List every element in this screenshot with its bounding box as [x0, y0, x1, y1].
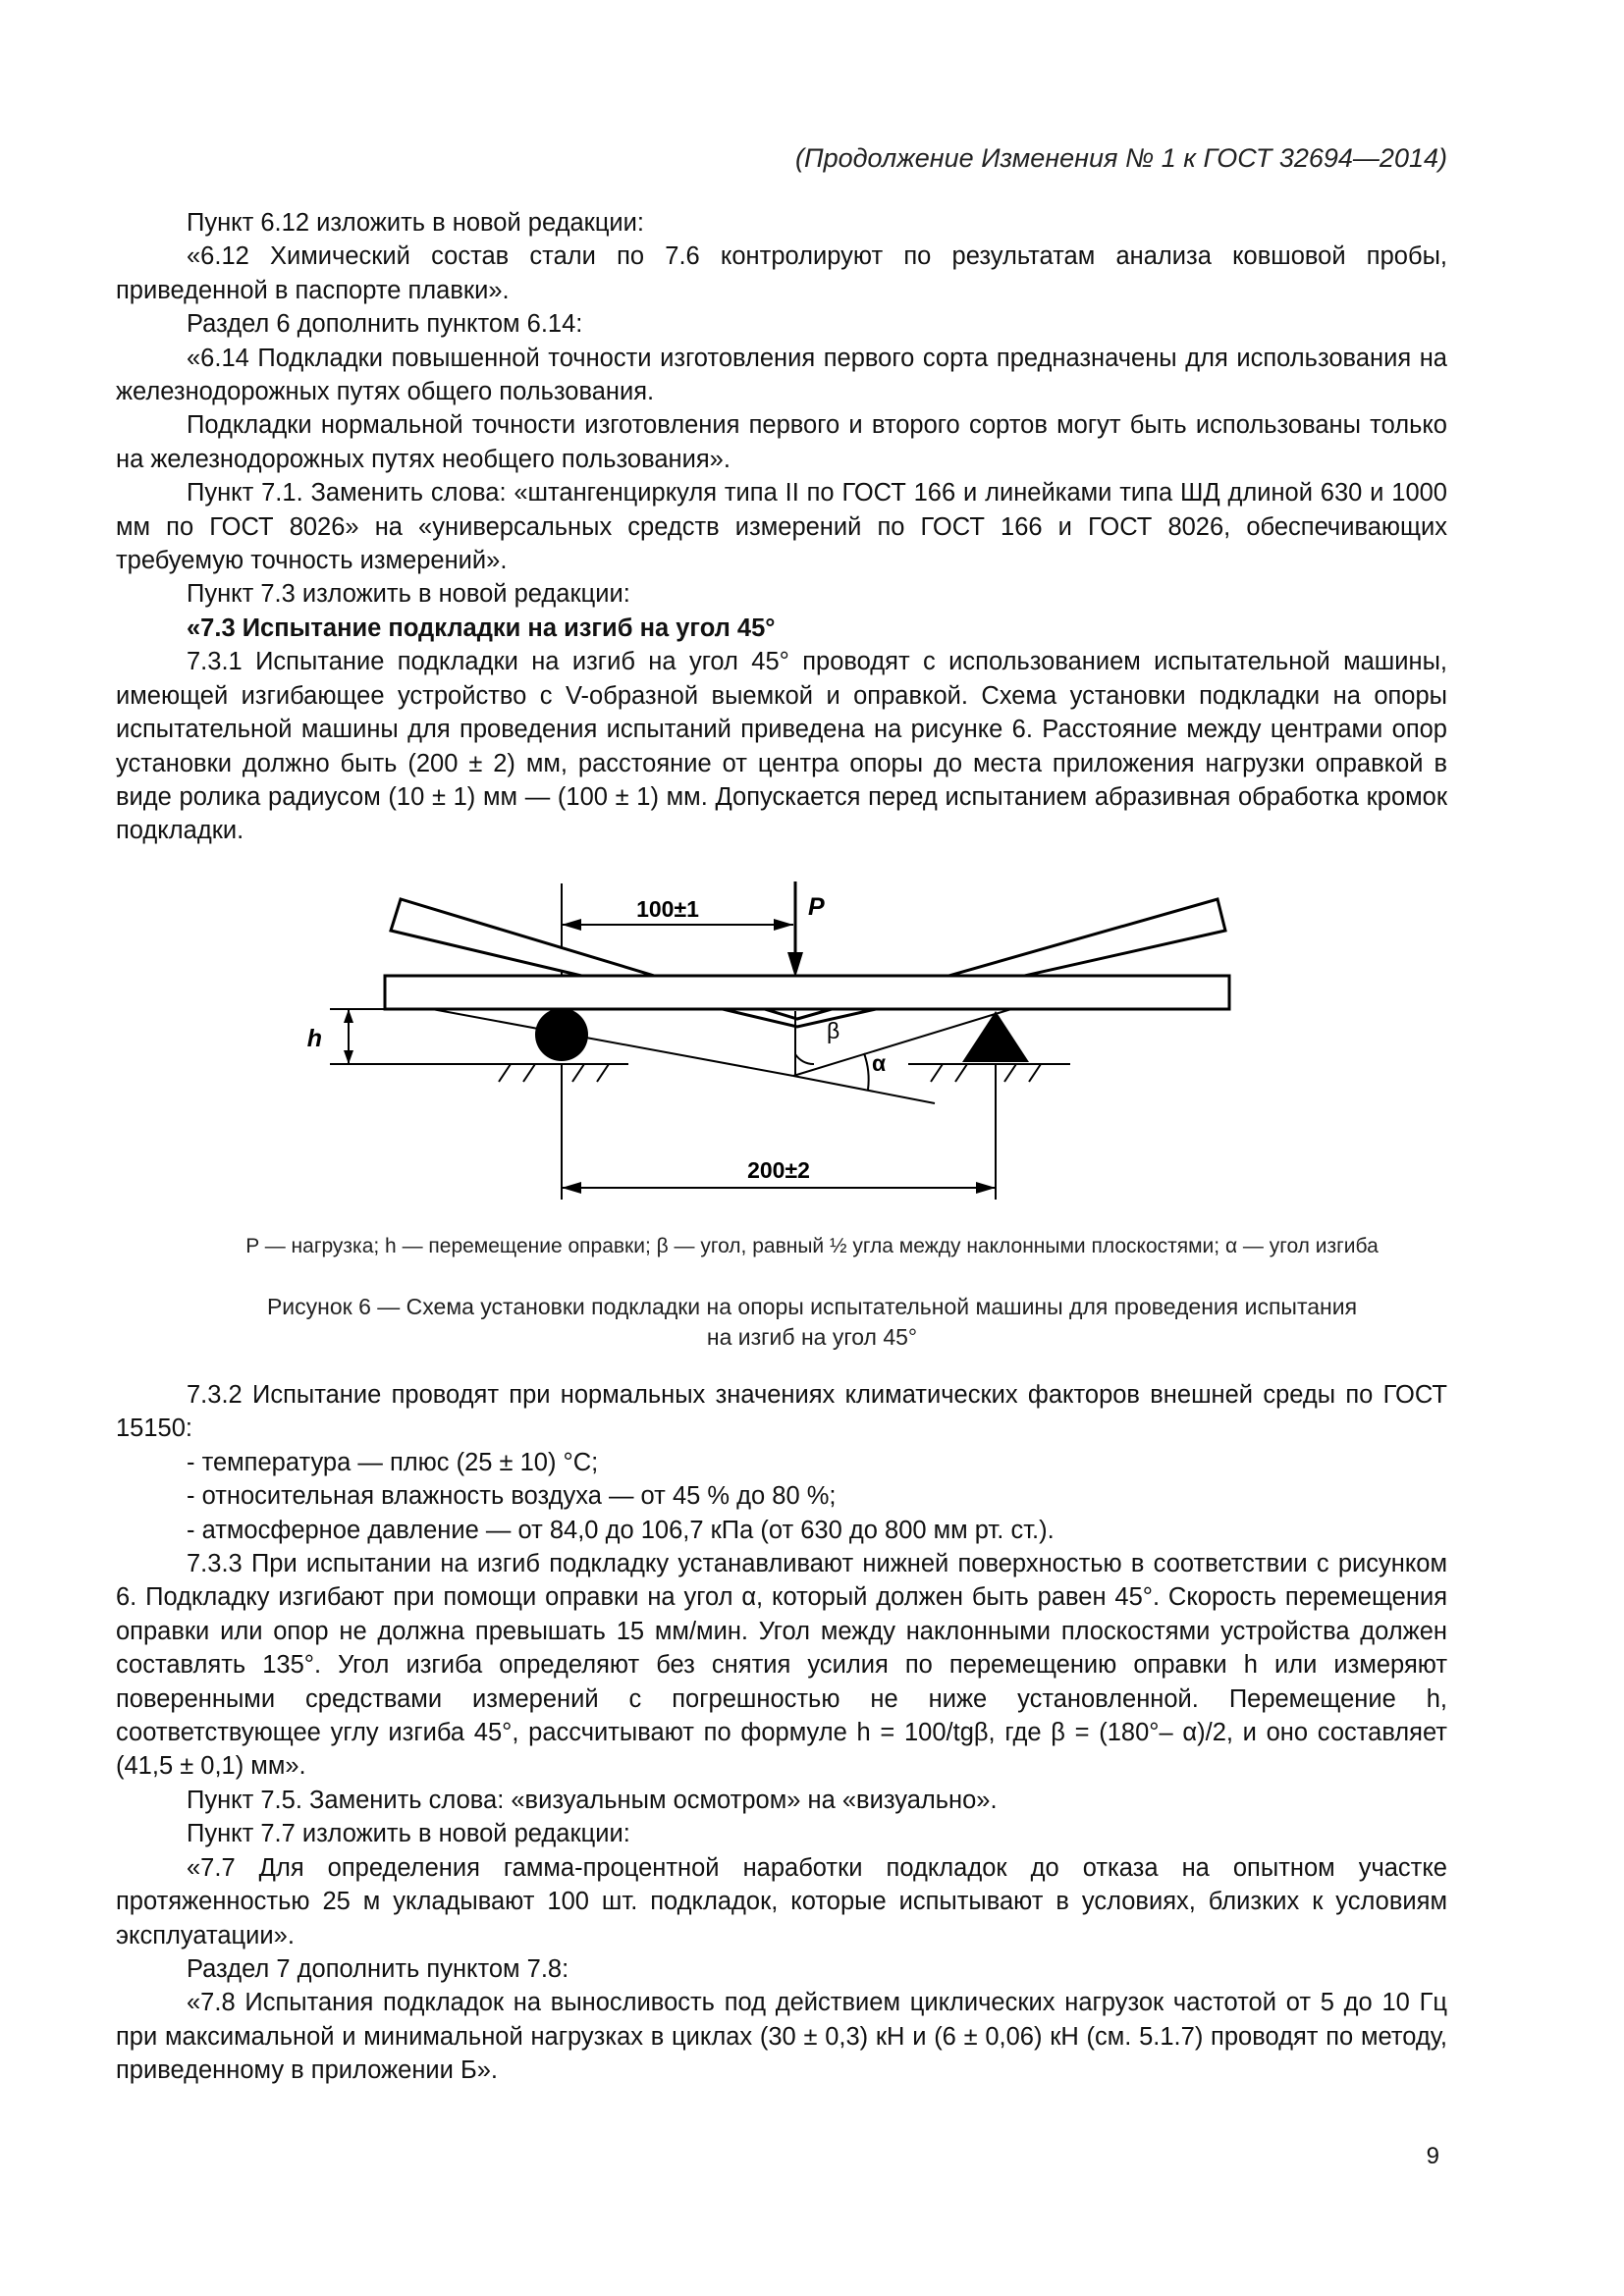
running-header: (Продолжение Изменения № 1 к ГОСТ 32694—2014) [795, 143, 1447, 173]
figure-6-diagram [0, 854, 1624, 1247]
dimension-arrow [774, 919, 793, 931]
load-arrow-head [787, 952, 803, 978]
paragraph: Раздел 7 дополнить пунктом 7.8: [187, 1954, 569, 1983]
alpha-arc [864, 1053, 869, 1090]
dimension-bottom-label: 200±2 [747, 1157, 810, 1183]
load-label: P [808, 893, 825, 921]
paragraph: Подкладки нормальной точности изготовления первого и второго сортов могут быть использованы только на железнодорожных путях необщего пользования». [116, 411, 1447, 473]
body-text-bottom [116, 1378, 1447, 2088]
section-heading: «7.3 Испытание подкладки на изгиб на угол 45° [187, 614, 776, 642]
beta-label: β [827, 1018, 840, 1043]
list-item: - атмосферное давление — от 84,0 до 106,7 кПа (от 630 до 800 мм рт. ст.). [187, 1516, 1055, 1544]
paragraph: Пункт 7.1. Заменить слова: «штангенциркуля типа II по ГОСТ 166 и линейками типа ШД длиной 630 и 1000 мм по ГОСТ 8026» на «универсальных средств измерений по ГОСТ 166 и ГОСТ 8026, обеспечивающих требуемую точность измерений». [116, 479, 1447, 575]
page-number: 9 [1426, 2143, 1439, 2169]
dimension-arrow [562, 919, 581, 931]
inclined-plane-line [432, 1009, 793, 1076]
dimension-arrow [562, 1182, 581, 1194]
paragraph: 7.3.2 Испытание проводят при нормальных значениях климатических факторов внешней среды по ГОСТ 15150: [116, 1381, 1447, 1443]
paragraph: Пункт 7.7 изложить в новой редакции: [187, 1820, 630, 1848]
caption-line: Рисунок 6 — Схема установки подкладки на опоры испытательной машины для проведения испытания [266, 1294, 1358, 1319]
paragraph: 7.3.1 Испытание подкладки на изгиб на угол 45° проводят с использованием испытательной машины, имеющей изгибающее устройство с V-образной выемкой и оправкой. Схема установки подкладки на опоры испытательной машины для проведения испытаний приведена на рисунке 6. Расстояние между центрами опор установки должно быть (200 ± 2) мм, расстояние от центра опоры до места приложения нагрузки оправкой в виде ролика радиусом (10 ± 1) мм — (100 ± 1) мм. Допускается перед испытанием абразивная обработка кромок подкладки. [116, 648, 1447, 845]
beta-arc [795, 1054, 814, 1064]
dimension-arrow [344, 1050, 353, 1064]
figure-caption [116, 1292, 1508, 1353]
paragraph: Пункт 7.3 изложить в новой редакции: [187, 580, 630, 609]
dimension-arrow [344, 1009, 353, 1023]
dimension-top-label: 100±1 [636, 896, 699, 922]
paragraph: Пункт 6.12 изложить в новой редакции: [187, 209, 645, 237]
list-item: - относительная влажность воздуха — от 45 % до 80 %; [187, 1482, 837, 1511]
flat-plate [385, 976, 1229, 1009]
ground-hatching [499, 1064, 1041, 1082]
paragraph: «7.8 Испытания подкладок на выносливость под действием циклических нагрузок частотой от 5 до 10 Гц при максимальной и минимальной нагрузках в циклах (30 ± 0,3) кН и (6 ± 0,06) кН (см. 5.1.7) проводят по методу, приведенному в приложении Б». [116, 1989, 1447, 2085]
displacement-label: h [306, 1025, 322, 1052]
list-item: - температура — плюс (25 ± 10) °С; [187, 1448, 599, 1476]
dimension-arrow [976, 1182, 996, 1194]
paragraph: 7.3.3 При испытании на изгиб подкладку устанавливают нижней поверхностью в соответствии с рисунком 6. Подкладку изгибают при помощи оправки на угол α, который должен быть равен 45°. Скорость перемещения оправки или опор не должна превышать 15 мм/мин. Угол между наклонными плоскостями устройства должен составлять 135°. Угол изгиба определяют без снятия усилия по перемещению оправки h или измеряют поверенными средствами измерений с погрешностью не ниже установленной. Перемещение h, соответствующее углу изгиба 45°, рассчитывают по формуле h = 100/tgβ, где β = (180°– α)/2, и оно составляет (41,5 ± 0,1) мм». [116, 1550, 1447, 1781]
roller-support [535, 1008, 588, 1061]
caption-line: на изгиб на угол 45° [706, 1324, 918, 1350]
alpha-label: α [872, 1050, 887, 1076]
paragraph: Раздел 6 дополнить пунктом 6.14: [187, 310, 583, 339]
paragraph: «7.7 Для определения гамма-процентной наработки подкладок до отказа на опытном участке протяженностью 25 м укладывают 100 шт. подкладок, которые испытывают в условиях, близких к условиям эксплуатации». [116, 1853, 1447, 1949]
paragraph: Пункт 7.5. Заменить слова: «визуальным осмотром» на «визуально». [187, 1786, 998, 1814]
bend-angle-line [793, 1076, 935, 1103]
paragraph: «6.14 Подкладки повышенной точности изготовления первого сорта предназначены для использования на железнодорожных путях общего пользования. [116, 344, 1447, 406]
body-text-top [116, 206, 1447, 848]
figure-legend: P — нагрузка; h — перемещение оправки; β — угол, равный ½ угла между наклонными плоскостями; α — угол изгиба [245, 1235, 1379, 1257]
paragraph: «6.12 Химический состав стали по 7.6 контролируют по результатам анализа ковшовой пробы, приведенной в паспорте плавки». [116, 242, 1447, 304]
fixed-support [962, 1011, 1029, 1062]
